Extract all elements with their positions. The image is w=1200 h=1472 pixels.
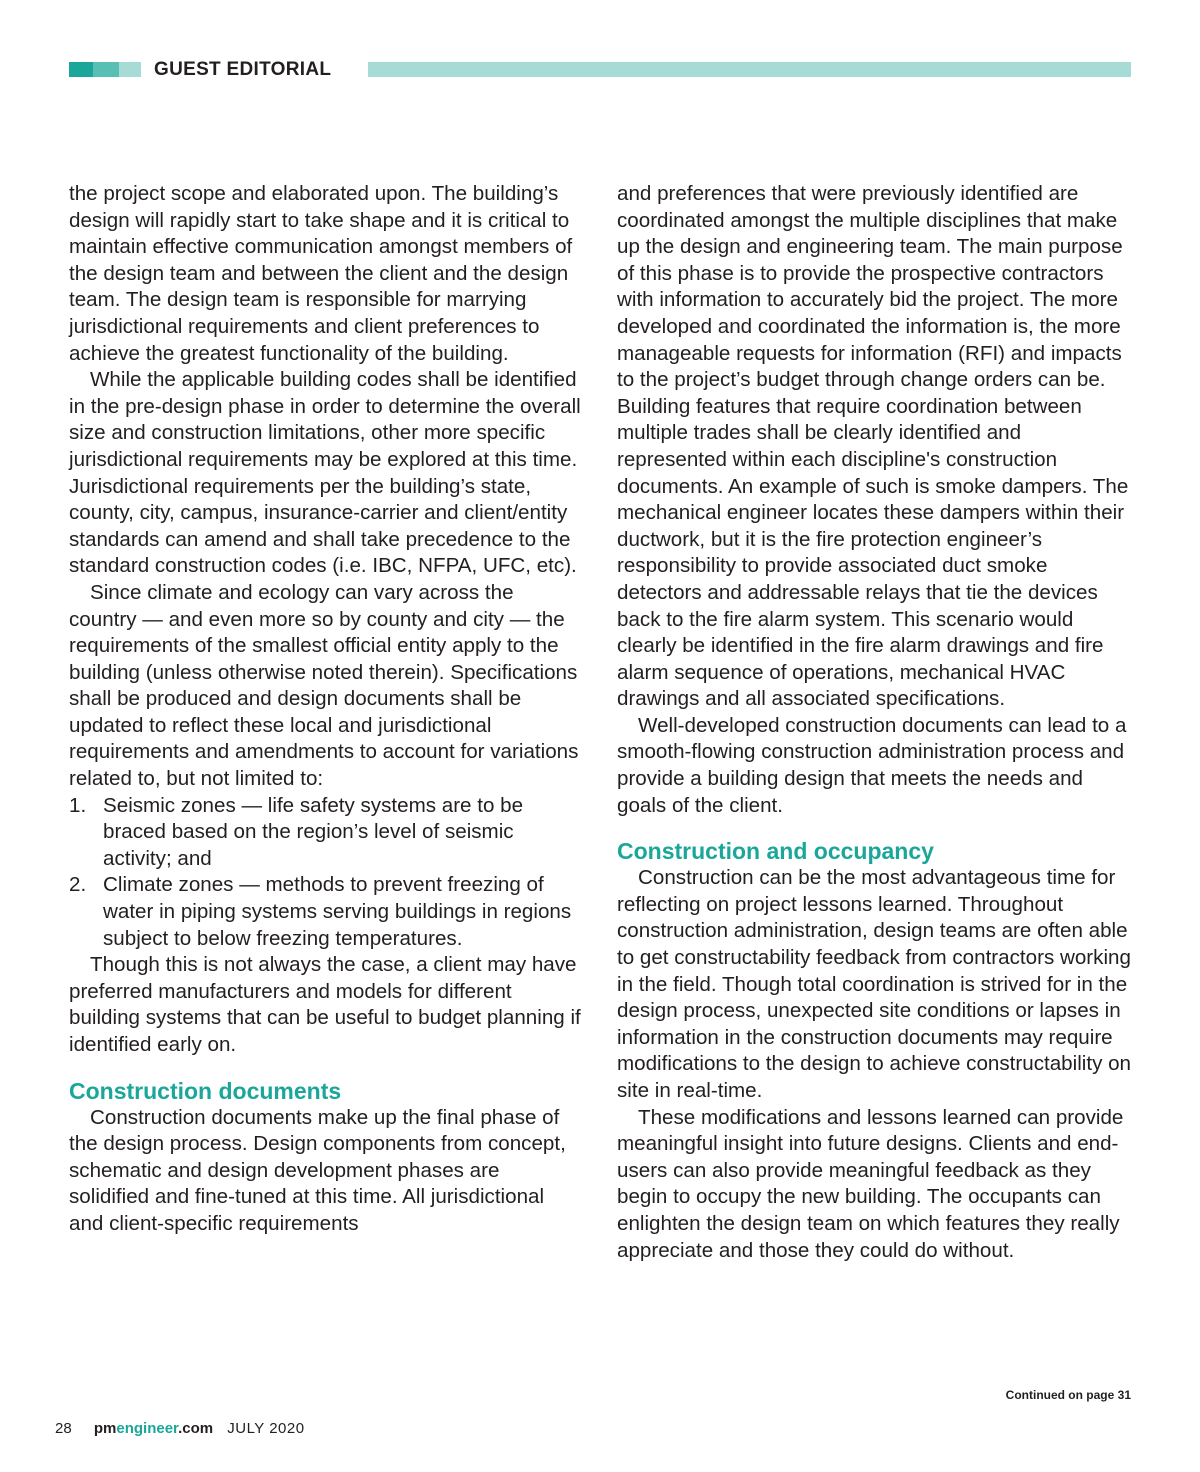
section-label: GUEST EDITORIAL	[154, 59, 332, 80]
paragraph: Construction documents make up the final phase of the design process. Design components from concept, schematic and design development phases are solidified and fine-tuned at this time. All jurisdictional and client-specific requirements	[69, 1105, 566, 1235]
page-footer	[55, 1420, 305, 1438]
paragraph: Since climate and ecology can vary across the country — and even more so by county and city — the requirements of the smallest official entity apply to the building (unless otherwise noted therein). Specifications shall be produced and design documents shall be updated to reflect these local and jurisdictional requirements and amendments to account for variations related to, but not limited to:	[69, 580, 579, 791]
site-name-engineer: engineer	[116, 1420, 179, 1437]
paragraph: Construction can be the most advantageous time for reflecting on project lessons learned. Throughout construction administration, design teams are often able to get constructability feedback from contractors working in the field. Though total coordination is strived for in the design process, unexpected site conditions or lapses in information in the construction documents may require modifications to the design to achieve constructability on site in real-time.	[617, 866, 1131, 1102]
site-name-pm: pm	[93, 1420, 117, 1437]
left-column	[69, 181, 584, 1238]
list-item	[69, 872, 584, 952]
paragraph: Well-developed construction documents can lead to a smooth-flowing construction administration process and provide a building design that meets the needs and goals of the client.	[617, 713, 1127, 817]
header-block-dark	[69, 62, 93, 77]
continued-note: Continued on page 31	[1005, 1388, 1131, 1402]
list-number: 2.	[69, 873, 87, 897]
numbered-list	[69, 793, 584, 953]
section-header	[69, 60, 1131, 79]
right-column	[617, 181, 1132, 1264]
list-text: Climate zones — methods to prevent freezing of water in piping systems serving buildings in regions subject to below freezing temperatures.	[103, 873, 572, 950]
list-number: 1.	[69, 793, 87, 817]
paragraph: and preferences that were previously identified are coordinated amongst the multiple disciplines that make up the design and engineering team. The main purpose of this phase is to provide the prospective contractors with information to accurately bid the project. The more developed and coordinated the information is, the more manageable requests for information (RFI) and impacts to the project’s budget through change orders can be. Building features that require coordination between multiple trades shall be clearly identified and represented within each discipline's construction documents. An example of such is smoke dampers. The mechanical engineer locates these dampers within their ductwork, but it is the fire protection engineer’s responsibility to provide associated duct smoke detectors and addressable relays that tie the devices back to the fire alarm system. This scenario would clearly be identified in the fire alarm drawings and fire alarm sequence of operations, mechanical HVAC drawings and all associated specifications.	[617, 182, 1129, 711]
section-heading: Construction documents	[69, 1077, 342, 1104]
page-number: 28	[55, 1420, 72, 1437]
header-rule-bar	[368, 62, 1131, 77]
site-name-com: .com	[178, 1420, 214, 1437]
paragraph: While the applicable building codes shall be identified in the pre-design phase in order to determine the overall size and construction limitations, other more specific jurisdictional requirements may be explored at this time. Jurisdictional requirements per the building’s state, county, city, campus, insurance-carrier and client/entity standards can amend and shall take precedence to the standard construction codes (i.e. IBC, NFPA, UFC, etc).	[69, 368, 581, 578]
list-item	[69, 793, 584, 873]
issue-date: JULY 2020	[227, 1420, 305, 1437]
header-block-mid	[93, 62, 119, 77]
header-block-light	[119, 62, 141, 77]
section-heading: Construction and occupancy	[617, 838, 934, 865]
header-color-blocks	[69, 62, 141, 77]
site-logo	[94, 1420, 213, 1437]
paragraph: the project scope and elaborated upon. The building’s design will rapidly start to take shape and it is critical to maintain effective communication amongst members of the design team and between the client and the design team. The design team is responsible for marrying jurisdictional requirements and client preferences to achieve the greatest functionality of the building.	[69, 182, 573, 365]
paragraph: These modifications and lessons learned can provide meaningful insight into future designs. Clients and end-users can also provide meaningful feedback as they begin to occupy the new building. The occupants can enlighten the design team on which features they really appreciate and those they could do without.	[617, 1105, 1124, 1262]
list-text: Seismic zones — life safety systems are to be braced based on the region’s level of seismic activity; and	[103, 793, 524, 870]
paragraph: Though this is not always the case, a client may have preferred manufacturers and models for different building systems that can be useful to budget planning if identified early on.	[69, 953, 581, 1056]
